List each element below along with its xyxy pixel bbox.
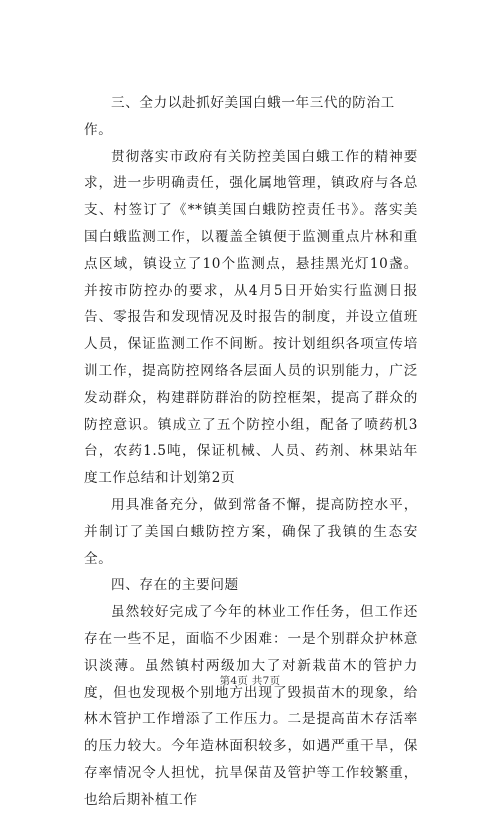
paragraph-prevention-plan: 用具准备充分，做到常备不懈，提高防控水平，并制订了美国白蛾防控方案，确保了我镇的生态安全。 <box>84 496 418 567</box>
page-footer: 第4页 共7页 <box>219 675 281 687</box>
section-heading-3: 三、全力以赴抓好美国白蛾一年三代的防治工作。 <box>84 95 395 138</box>
paragraph-prevention-measures: 贯彻落实市政府有关防控美国白蛾工作的精神要求，进一步明确责任，强化属地管理，镇政府与各总支、村签订了《**镇美国白蛾防控责任书》。落实美国白蛾监测工作，以覆盖全镇便于监测重点片林和重点区域，镇设立了10个监测点，悬挂黑光灯10盏。并按市防控办的要求，从4月5日开始实行监测日报告、零报告和发现情况及时报告的制度，并设立值班人员，保证监测工作不间断。按计划组织各项宣传培训工作，提高防控网络各层面人员的识别能力，广泛发动群众，构建群防群治的防控框架，提高了群众的防控意识。镇成立了五个防控小组，配备了喷药机3台，农药1.5吨，保证机械、人员、药剂、林果站年度工作总结和计划第2页 <box>84 148 418 487</box>
paragraph-problems: 虽然较好完成了今年的林业工作任务，但工作还存在一些不足，面临不少困难：一是个别群众护林意识淡薄。虽然镇村两级加大了对新栽苗木的管护力度，但也发现极个别地方出现了毁损苗木的现象，给林木管护工作增添了工作压力。二是提高苗木存活率的压力较大。今年造林面积较多，如遇严重干旱，保存率情况令人担忧，抗旱保苗及管护等工作较繁重，也给后期补植工作 <box>84 604 418 808</box>
document-body <box>84 90 418 814</box>
section-heading-4: 四、存在的主要问题 <box>111 577 239 594</box>
